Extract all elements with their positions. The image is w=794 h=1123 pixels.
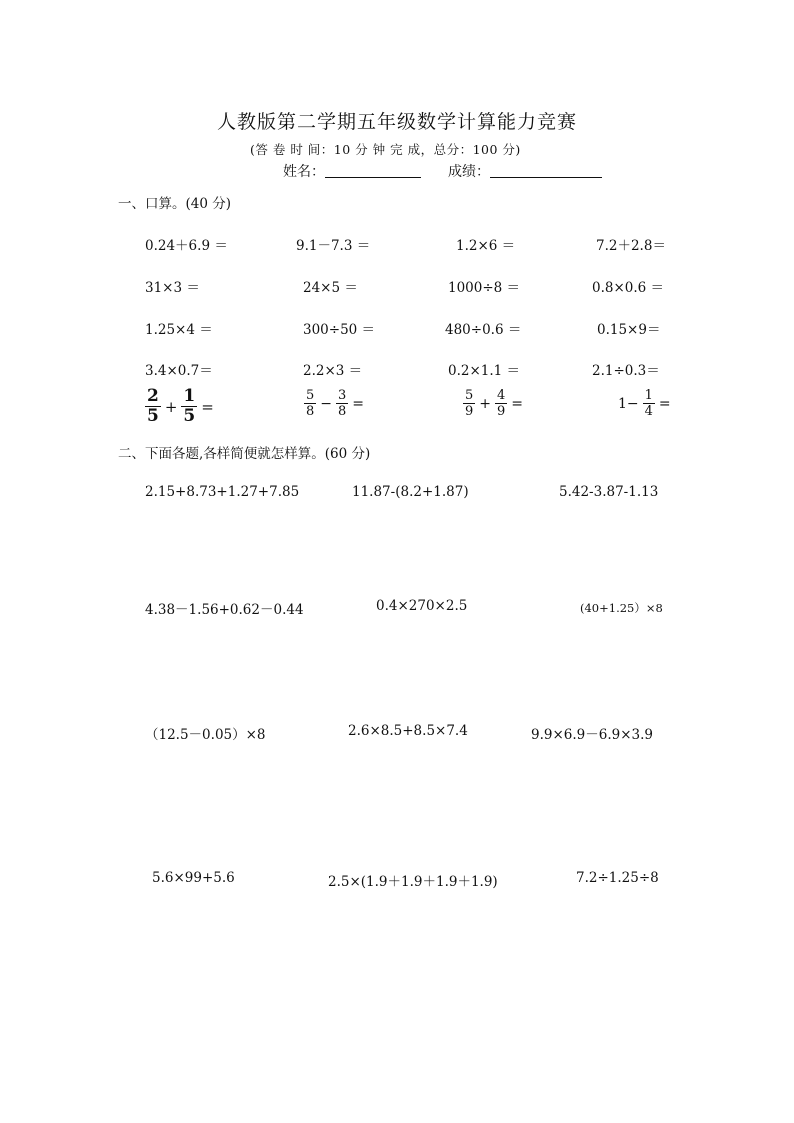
name-field[interactable] [283, 161, 421, 181]
calc-item: 2.15+8.73+1.27+7.85 [145, 484, 300, 500]
oral-item: 3.4×0.7＝ [145, 363, 213, 379]
page-title: 人教版第二学期五年级数学计算能力竞赛 [217, 111, 578, 133]
section-1-heading: 一、口算。(40 分) [118, 196, 232, 212]
score-blank[interactable] [490, 163, 602, 178]
section-2-heading: 二、下面各题,各样简便就怎样算。(60 分) [118, 446, 371, 462]
oral-item: 2.1÷0.3＝ [592, 363, 660, 379]
fraction: $\frac{1}{4}$ [644, 388, 653, 419]
calc-item: 11.87-(8.2+1.87) [352, 484, 469, 500]
oral-item: 1000÷8 ＝ [448, 280, 521, 296]
calc-item: （12.5－0.05）×8 [145, 727, 266, 743]
score-label: 成绩： [448, 164, 490, 180]
calc-item: (40+1.25）×8 [580, 601, 663, 615]
oral-item: 7.2＋2.8＝ [596, 238, 666, 254]
oral-item: 2.2×3 ＝ [303, 363, 363, 379]
name-label: 姓名： [283, 164, 325, 180]
calc-item: 2.6×8.5+8.5×7.4 [348, 723, 468, 739]
calc-item: 9.9×6.9－6.9×3.9 [531, 727, 654, 743]
fraction: $\frac{4}{9}$ [497, 388, 506, 419]
oral-item: 0.8×0.6 ＝ [592, 280, 665, 296]
oral-item: 24×5 ＝ [303, 280, 358, 296]
oral-item: 31×3 ＝ [145, 280, 200, 296]
calc-item: 7.2÷1.25÷8 [576, 870, 659, 886]
oral-item: 480÷0.6 ＝ [445, 322, 522, 338]
fraction-item: $\frac{5}{8}$ − $\frac{3}{8}$ = [306, 388, 365, 419]
exam-subtitle: (答 卷 时 间：10 分 钟 完 成，总分：100 分) [250, 142, 521, 157]
calc-item: 2.5×(1.9＋1.9＋1.9＋1.9) [328, 874, 498, 890]
fraction-item: $\frac{2}{5}$ + $\frac{1}{5}$ = [147, 386, 214, 426]
calc-item: 5.42-3.87-1.13 [559, 484, 659, 500]
calc-item: 0.4×270×2.5 [376, 598, 468, 614]
oral-item: 300÷50 ＝ [303, 322, 376, 338]
fraction-item: 1− $\frac{1}{4}$ = [618, 388, 671, 419]
oral-item: 1.2×6 ＝ [456, 238, 516, 254]
fraction: $\frac{2}{5}$ [147, 386, 159, 426]
oral-item: 9.1－7.3 ＝ [296, 238, 371, 254]
fraction: $\frac{5}{9}$ [465, 388, 474, 419]
oral-item: 0.15×9＝ [597, 322, 661, 338]
fraction: $\frac{3}{8}$ [338, 388, 347, 419]
name-blank[interactable] [325, 163, 421, 178]
oral-item: 0.2×1.1 ＝ [448, 363, 521, 379]
fraction: $\frac{5}{8}$ [306, 388, 315, 419]
calc-item: 4.38－1.56+0.62－0.44 [145, 602, 304, 618]
fraction: $\frac{1}{5}$ [183, 386, 196, 426]
score-field[interactable] [448, 161, 602, 181]
fraction-item: $\frac{5}{9}$ + $\frac{4}{9}$ = [465, 388, 524, 419]
oral-item: 1.25×4 ＝ [145, 322, 213, 338]
calc-item: 5.6×99+5.6 [152, 870, 235, 886]
oral-item: 0.24＋6.9 ＝ [145, 238, 228, 254]
